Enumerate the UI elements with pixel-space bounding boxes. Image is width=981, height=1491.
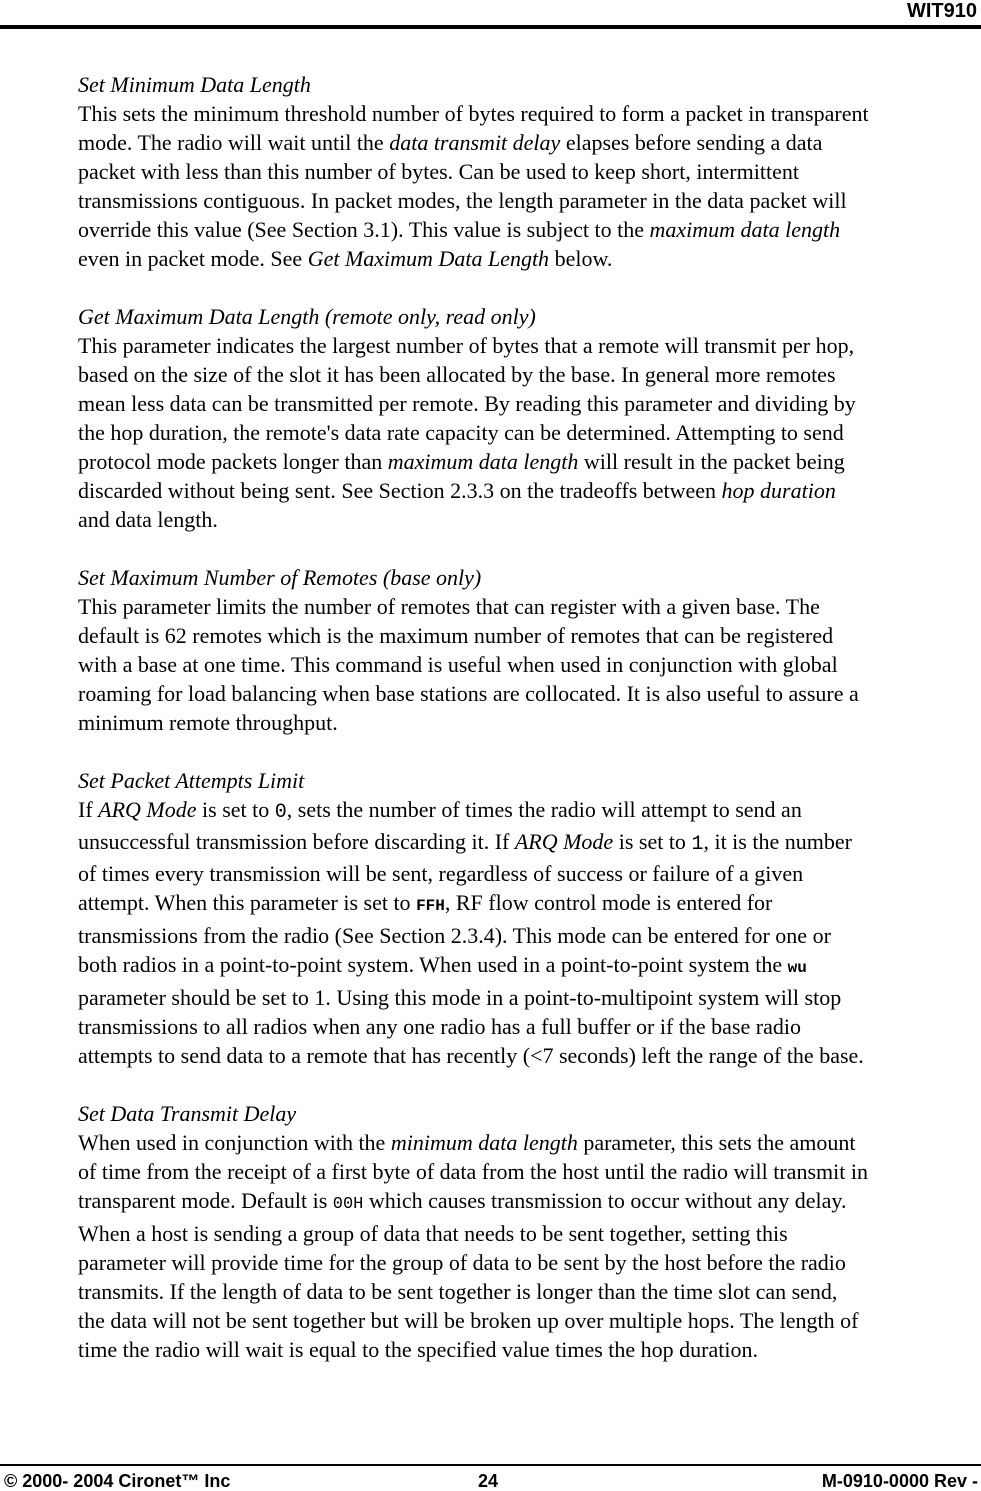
section bbox=[78, 302, 980, 534]
emphasis: minimum data length bbox=[390, 1130, 578, 1155]
section-heading: Set Maximum Number of Remotes (base only) bbox=[78, 565, 482, 590]
section-heading: Get Maximum Data Length (remote only, read only) bbox=[78, 304, 536, 329]
document-body bbox=[78, 70, 980, 1393]
paragraph-line: minimum remote throughput. bbox=[78, 710, 338, 735]
code-value: 00H bbox=[332, 1195, 364, 1214]
paragraph-line: attempt. When this parameter is set to FFH, RF flow control mode is entered for bbox=[78, 890, 773, 915]
emphasis: ARQ Mode bbox=[514, 829, 614, 854]
paragraph-line: based on the size of the slot it has been allocated by the base. In general more remotes bbox=[78, 362, 836, 387]
paragraph-line: override this value (See Section 3.1). This value is subject to the maximum data length bbox=[78, 217, 841, 242]
paragraph-line: with a base at one time. This command is useful when used in conjunction with global bbox=[78, 652, 838, 677]
paragraph-line: This sets the minimum threshold number of bytes required to form a packet in transparent bbox=[78, 101, 869, 126]
paragraph-line: attempts to send data to a remote that has recently (<7 seconds) left the range of the base. bbox=[78, 1043, 864, 1068]
paragraph-line: transmissions to all radios when any one radio has a full buffer or if the base radio bbox=[78, 1014, 801, 1039]
paragraph-line: unsuccessful transmission before discarding it. If ARQ Mode is set to 1, it is the number bbox=[78, 829, 852, 856]
paragraph-line: This parameter indicates the largest number of bytes that a remote will transmit per hop, bbox=[78, 333, 855, 358]
emphasis: ARQ Mode bbox=[98, 797, 197, 822]
section-heading: Set Minimum Data Length bbox=[78, 72, 311, 97]
paragraph-line: mean less data can be transmitted per remote. By reading this parameter and dividing by bbox=[78, 391, 856, 416]
paragraph-line: both radios in a point-to-point system. When used in a point-to-point system the wu bbox=[78, 952, 807, 977]
paragraph-line: When a host is sending a group of data that needs to be sent together, setting this bbox=[78, 1221, 788, 1246]
paragraph-line: default is 62 remotes which is the maximum number of remotes that can be registered bbox=[78, 623, 834, 648]
emphasis: data transmit delay bbox=[389, 130, 561, 155]
footer-rule bbox=[0, 1464, 981, 1466]
paragraph-line: discarded without being sent. See Section 2.3.3 on the tradeoffs between hop duration bbox=[78, 478, 836, 503]
paragraph-line: transparent mode. Default is 00H which causes transmission to occur without any delay. bbox=[78, 1188, 847, 1214]
section bbox=[78, 70, 980, 273]
paragraph-line: When used in conjunction with the minimum data length parameter, this sets the amount bbox=[78, 1130, 856, 1155]
footer-page-number: 24 bbox=[478, 1471, 499, 1491]
paragraph-line: transmissions from the radio (See Section 2.3.4). This mode can be entered for one or bbox=[78, 923, 831, 948]
paragraph-line: parameter will provide time for the group of data to be sent by the host before the radio bbox=[78, 1250, 846, 1275]
paragraph-line: the hop duration, the remote's data rate capacity can be determined. Attempting to send bbox=[78, 420, 844, 445]
paragraph-line: transmissions contiguous. In packet modes, the length parameter in the data packet will bbox=[78, 188, 847, 213]
section bbox=[78, 563, 980, 737]
paragraph-line: mode. The radio will wait until the data transmit delay elapses before sending a data bbox=[78, 130, 823, 155]
paragraph-line: If ARQ Mode is set to 0, sets the number of times the radio will attempt to send an bbox=[78, 797, 802, 824]
paragraph-line: parameter should be set to 1. Using this mode in a point-to-multipoint system will stop bbox=[78, 985, 842, 1010]
footer-doc-id: M-0910-0000 Rev - bbox=[821, 1471, 978, 1491]
code-value: 0 bbox=[274, 801, 287, 824]
footer-copyright: © 2000- 2004 Cironet™ Inc bbox=[4, 1471, 231, 1491]
paragraph-line: even in packet mode. See Get Maximum Data Length below. bbox=[78, 246, 613, 271]
section bbox=[78, 1099, 980, 1364]
code-value: FFH bbox=[416, 897, 445, 915]
emphasis: Get Maximum Data Length bbox=[307, 246, 550, 271]
paragraph-line: roaming for load balancing when base stations are collocated. It is also useful to assure a bbox=[78, 681, 859, 706]
emphasis: maximum data length bbox=[649, 217, 841, 242]
code-value: 1 bbox=[691, 833, 704, 856]
paragraph-line: This parameter limits the number of remotes that can register with a given base. The bbox=[78, 594, 820, 619]
code-value: wu bbox=[787, 959, 807, 977]
section-heading: Set Packet Attempts Limit bbox=[78, 768, 305, 793]
paragraph-line: protocol mode packets longer than maximum data length will result in the packet being bbox=[78, 449, 845, 474]
emphasis: hop duration bbox=[721, 478, 836, 503]
emphasis: maximum data length bbox=[387, 449, 579, 474]
paragraph-line: transmits. If the length of data to be sent together is longer than the time slot can send, bbox=[78, 1279, 838, 1304]
paragraph-line: packet with less than this number of bytes. Can be used to keep short, intermittent bbox=[78, 159, 799, 184]
paragraph-line: of time from the receipt of a first byte of data from the host until the radio will transmit in bbox=[78, 1159, 868, 1184]
paragraph-line: time the radio will wait is equal to the specified value times the hop duration. bbox=[78, 1337, 758, 1362]
header-rule bbox=[0, 25, 981, 29]
paragraph-line: the data will not be sent together but will be broken up over multiple hops. The length of bbox=[78, 1308, 859, 1333]
section-heading: Set Data Transmit Delay bbox=[78, 1101, 297, 1126]
paragraph-line: and data length. bbox=[78, 507, 218, 532]
header-title: WIT910 bbox=[906, 0, 977, 22]
section bbox=[78, 766, 980, 1070]
paragraph-line: of times every transmission will be sent, regardless of success or failure of a given bbox=[78, 861, 804, 886]
